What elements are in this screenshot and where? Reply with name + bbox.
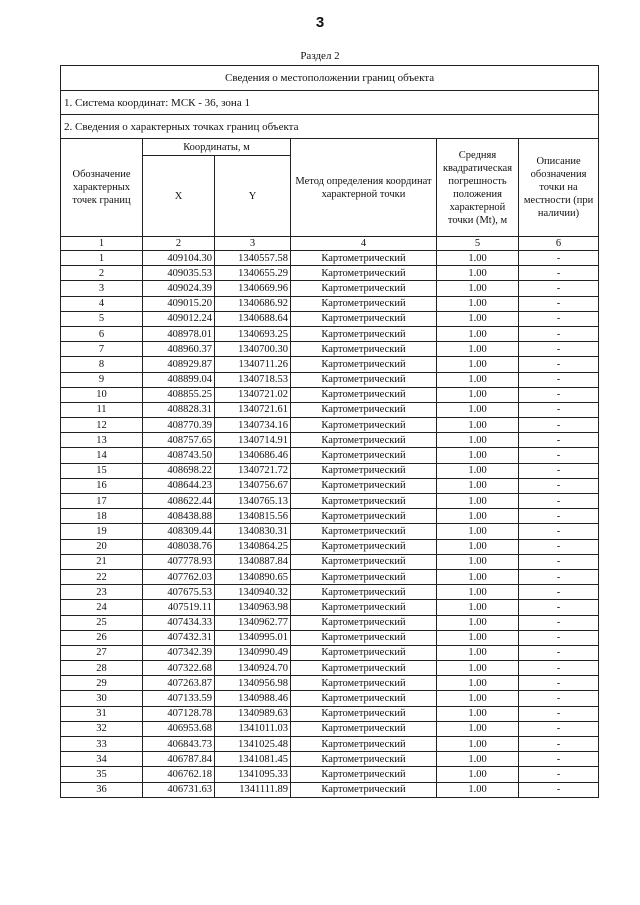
table-row (61, 645, 599, 660)
method-cell: Картометрический (291, 478, 437, 493)
y-coordinate-cell: 1340721.02 (215, 387, 291, 402)
method-cell: Картометрический (291, 554, 437, 569)
error-cell: 1.00 (437, 721, 519, 736)
point-number-cell: 22 (61, 569, 143, 584)
column-number: 5 (437, 237, 519, 251)
column-number: 6 (519, 237, 599, 251)
table-row (61, 630, 599, 645)
x-coordinate-cell: 409024.39 (143, 281, 215, 296)
point-number-cell: 31 (61, 706, 143, 721)
description-cell: - (519, 342, 599, 357)
x-coordinate-cell: 408438.88 (143, 509, 215, 524)
table-row (61, 569, 599, 584)
x-coordinate-cell: 408770.39 (143, 418, 215, 433)
method-cell: Картометрический (291, 706, 437, 721)
table-row (61, 767, 599, 782)
description-cell: - (519, 645, 599, 660)
column-number: 2 (143, 237, 215, 251)
method-cell: Картометрический (291, 342, 437, 357)
header-error: Средняя квадратическая погрешность положения характерной точки (Mt), м (437, 139, 519, 237)
x-coordinate-cell: 407519.11 (143, 600, 215, 615)
y-coordinate-cell: 1340688.64 (215, 311, 291, 326)
method-cell: Картометрический (291, 524, 437, 539)
point-number-cell: 34 (61, 752, 143, 767)
error-cell: 1.00 (437, 509, 519, 524)
y-coordinate-cell: 1340721.61 (215, 402, 291, 417)
y-coordinate-cell: 1340940.32 (215, 585, 291, 600)
table-row (61, 418, 599, 433)
x-coordinate-cell: 408309.44 (143, 524, 215, 539)
error-cell: 1.00 (437, 615, 519, 630)
description-cell: - (519, 296, 599, 311)
column-number-row (61, 237, 599, 251)
table-row (61, 372, 599, 387)
table-row (61, 433, 599, 448)
coordinate-system: 1. Система координат: МСК - 36, зона 1 (61, 91, 599, 115)
y-coordinate-cell: 1340721.72 (215, 463, 291, 478)
description-cell: - (519, 448, 599, 463)
error-cell: 1.00 (437, 752, 519, 767)
point-number-cell: 26 (61, 630, 143, 645)
description-cell: - (519, 387, 599, 402)
point-number-cell: 1 (61, 251, 143, 266)
error-cell: 1.00 (437, 524, 519, 539)
method-cell: Картометрический (291, 266, 437, 281)
x-coordinate-cell: 407762.03 (143, 569, 215, 584)
error-cell: 1.00 (437, 478, 519, 493)
x-coordinate-cell: 407133.59 (143, 691, 215, 706)
table-body (61, 251, 599, 798)
x-coordinate-cell: 407263.87 (143, 676, 215, 691)
x-coordinate-cell: 407432.31 (143, 630, 215, 645)
description-cell: - (519, 251, 599, 266)
y-coordinate-cell: 1340711.26 (215, 357, 291, 372)
y-coordinate-cell: 1341111.89 (215, 782, 291, 797)
x-coordinate-cell: 406787.84 (143, 752, 215, 767)
error-cell: 1.00 (437, 494, 519, 509)
table-row (61, 706, 599, 721)
y-coordinate-cell: 1340864.25 (215, 539, 291, 554)
error-cell: 1.00 (437, 782, 519, 797)
x-coordinate-cell: 409035.53 (143, 266, 215, 281)
x-coordinate-cell: 408978.01 (143, 326, 215, 341)
error-cell: 1.00 (437, 737, 519, 752)
section-label: Раздел 2 (300, 50, 340, 62)
y-coordinate-cell: 1340669.96 (215, 281, 291, 296)
description-cell: - (519, 281, 599, 296)
description-cell: - (519, 311, 599, 326)
x-coordinate-cell: 408698.22 (143, 463, 215, 478)
description-cell: - (519, 357, 599, 372)
method-cell: Картометрический (291, 433, 437, 448)
error-cell: 1.00 (437, 433, 519, 448)
y-coordinate-cell: 1340686.92 (215, 296, 291, 311)
y-coordinate-cell: 1340756.67 (215, 478, 291, 493)
x-coordinate-cell: 406731.63 (143, 782, 215, 797)
point-number-cell: 28 (61, 661, 143, 676)
error-cell: 1.00 (437, 645, 519, 660)
point-number-cell: 16 (61, 478, 143, 493)
column-number: 1 (61, 237, 143, 251)
error-cell: 1.00 (437, 539, 519, 554)
description-cell: - (519, 539, 599, 554)
y-coordinate-cell: 1340734.16 (215, 418, 291, 433)
table-row (61, 676, 599, 691)
header-y: Y (215, 156, 291, 237)
point-number-cell: 19 (61, 524, 143, 539)
point-number-cell: 32 (61, 721, 143, 736)
method-cell: Картометрический (291, 326, 437, 341)
x-coordinate-cell: 408929.87 (143, 357, 215, 372)
y-coordinate-cell: 1341081.45 (215, 752, 291, 767)
x-coordinate-cell: 408644.23 (143, 478, 215, 493)
point-number-cell: 5 (61, 311, 143, 326)
point-number-cell: 9 (61, 372, 143, 387)
error-cell: 1.00 (437, 661, 519, 676)
description-cell: - (519, 372, 599, 387)
table-row (61, 296, 599, 311)
description-cell: - (519, 402, 599, 417)
method-cell: Картометрический (291, 539, 437, 554)
x-coordinate-cell: 407128.78 (143, 706, 215, 721)
y-coordinate-cell: 1341011.03 (215, 721, 291, 736)
point-number-cell: 8 (61, 357, 143, 372)
method-cell: Картометрический (291, 463, 437, 478)
description-cell: - (519, 478, 599, 493)
method-cell: Картометрический (291, 645, 437, 660)
table-row (61, 281, 599, 296)
description-cell: - (519, 721, 599, 736)
method-cell: Картометрический (291, 630, 437, 645)
y-coordinate-cell: 1340962.77 (215, 615, 291, 630)
method-cell: Картометрический (291, 509, 437, 524)
error-cell: 1.00 (437, 463, 519, 478)
method-cell: Картометрический (291, 767, 437, 782)
table-row (61, 357, 599, 372)
header-description: Описание обозначения точки на местности (при наличии) (519, 139, 599, 237)
point-number-cell: 10 (61, 387, 143, 402)
error-cell: 1.00 (437, 326, 519, 341)
x-coordinate-cell: 408743.50 (143, 448, 215, 463)
table-row (61, 661, 599, 676)
error-cell: 1.00 (437, 402, 519, 417)
y-coordinate-cell: 1340956.98 (215, 676, 291, 691)
point-number-cell: 18 (61, 509, 143, 524)
table-row (61, 585, 599, 600)
description-cell: - (519, 585, 599, 600)
x-coordinate-cell: 406762.18 (143, 767, 215, 782)
method-cell: Картометрический (291, 752, 437, 767)
table-row (61, 494, 599, 509)
error-cell: 1.00 (437, 387, 519, 402)
method-cell: Картометрический (291, 615, 437, 630)
description-cell: - (519, 418, 599, 433)
method-cell: Картометрический (291, 372, 437, 387)
description-cell: - (519, 554, 599, 569)
description-cell: - (519, 767, 599, 782)
table-row (61, 782, 599, 797)
y-coordinate-cell: 1341095.33 (215, 767, 291, 782)
point-number-cell: 11 (61, 402, 143, 417)
description-cell: - (519, 600, 599, 615)
table-row (61, 326, 599, 341)
header-designation: Обозначение характерных точек границ (61, 139, 143, 237)
y-coordinate-cell: 1340815.56 (215, 509, 291, 524)
x-coordinate-cell: 407778.93 (143, 554, 215, 569)
point-number-cell: 24 (61, 600, 143, 615)
header-method: Метод определения координат характерной точки (291, 139, 437, 237)
description-cell: - (519, 615, 599, 630)
error-cell: 1.00 (437, 448, 519, 463)
table-row (61, 387, 599, 402)
error-cell: 1.00 (437, 706, 519, 721)
error-cell: 1.00 (437, 585, 519, 600)
y-coordinate-cell: 1340718.53 (215, 372, 291, 387)
table-row (61, 752, 599, 767)
table-row (61, 402, 599, 417)
point-number-cell: 35 (61, 767, 143, 782)
description-cell: - (519, 782, 599, 797)
table-row (61, 554, 599, 569)
error-cell: 1.00 (437, 418, 519, 433)
table-row (61, 478, 599, 493)
method-cell: Картометрический (291, 600, 437, 615)
table-row (61, 311, 599, 326)
x-coordinate-cell: 407675.53 (143, 585, 215, 600)
description-cell: - (519, 676, 599, 691)
column-number: 3 (215, 237, 291, 251)
y-coordinate-cell: 1340887.84 (215, 554, 291, 569)
method-cell: Картометрический (291, 691, 437, 706)
y-coordinate-cell: 1340700.30 (215, 342, 291, 357)
x-coordinate-cell: 409104.30 (143, 251, 215, 266)
point-number-cell: 15 (61, 463, 143, 478)
x-coordinate-cell: 409015.20 (143, 296, 215, 311)
table-row (61, 251, 599, 266)
x-coordinate-cell: 408855.25 (143, 387, 215, 402)
x-coordinate-cell: 408828.31 (143, 402, 215, 417)
error-cell: 1.00 (437, 281, 519, 296)
method-cell: Картометрический (291, 782, 437, 797)
point-number-cell: 7 (61, 342, 143, 357)
x-coordinate-cell: 406843.73 (143, 737, 215, 752)
point-number-cell: 33 (61, 737, 143, 752)
error-cell: 1.00 (437, 357, 519, 372)
description-cell: - (519, 706, 599, 721)
x-coordinate-cell: 407322.68 (143, 661, 215, 676)
description-cell: - (519, 524, 599, 539)
y-coordinate-cell: 1340990.49 (215, 645, 291, 660)
y-coordinate-cell: 1340765.13 (215, 494, 291, 509)
x-coordinate-cell: 408757.65 (143, 433, 215, 448)
error-cell: 1.00 (437, 311, 519, 326)
error-cell: 1.00 (437, 676, 519, 691)
y-coordinate-cell: 1340655.29 (215, 266, 291, 281)
description-cell: - (519, 752, 599, 767)
y-coordinate-cell: 1340830.31 (215, 524, 291, 539)
y-coordinate-cell: 1340924.70 (215, 661, 291, 676)
error-cell: 1.00 (437, 630, 519, 645)
description-cell: - (519, 494, 599, 509)
y-coordinate-cell: 1340963.98 (215, 600, 291, 615)
method-cell: Картометрический (291, 721, 437, 736)
y-coordinate-cell: 1340714.91 (215, 433, 291, 448)
page-number: 3 (315, 14, 325, 31)
table-row (61, 342, 599, 357)
error-cell: 1.00 (437, 342, 519, 357)
error-cell: 1.00 (437, 569, 519, 584)
x-coordinate-cell: 408038.76 (143, 539, 215, 554)
point-number-cell: 27 (61, 645, 143, 660)
point-number-cell: 29 (61, 676, 143, 691)
point-number-cell: 36 (61, 782, 143, 797)
points-heading: 2. Сведения о характерных точках границ объекта (61, 115, 599, 139)
method-cell: Картометрический (291, 357, 437, 372)
table-row (61, 266, 599, 281)
point-number-cell: 25 (61, 615, 143, 630)
table-row (61, 721, 599, 736)
point-number-cell: 13 (61, 433, 143, 448)
method-cell: Картометрический (291, 251, 437, 266)
description-cell: - (519, 266, 599, 281)
y-coordinate-cell: 1340988.46 (215, 691, 291, 706)
y-coordinate-cell: 1340693.25 (215, 326, 291, 341)
method-cell: Картометрический (291, 661, 437, 676)
description-cell: - (519, 509, 599, 524)
description-cell: - (519, 691, 599, 706)
column-number: 4 (291, 237, 437, 251)
point-number-cell: 21 (61, 554, 143, 569)
table-row (61, 524, 599, 539)
table-row (61, 448, 599, 463)
boundary-table (60, 65, 599, 798)
point-number-cell: 12 (61, 418, 143, 433)
point-number-cell: 14 (61, 448, 143, 463)
error-cell: 1.00 (437, 266, 519, 281)
header-x: X (143, 156, 215, 237)
method-cell: Картометрический (291, 311, 437, 326)
description-cell: - (519, 630, 599, 645)
table-row (61, 691, 599, 706)
y-coordinate-cell: 1340686.46 (215, 448, 291, 463)
table-row (61, 463, 599, 478)
y-coordinate-cell: 1340989.63 (215, 706, 291, 721)
method-cell: Картометрический (291, 387, 437, 402)
method-cell: Картометрический (291, 676, 437, 691)
x-coordinate-cell: 408622.44 (143, 494, 215, 509)
error-cell: 1.00 (437, 251, 519, 266)
point-number-cell: 30 (61, 691, 143, 706)
point-number-cell: 4 (61, 296, 143, 311)
point-number-cell: 3 (61, 281, 143, 296)
x-coordinate-cell: 408899.04 (143, 372, 215, 387)
table-row (61, 509, 599, 524)
method-cell: Картометрический (291, 585, 437, 600)
x-coordinate-cell: 409012.24 (143, 311, 215, 326)
error-cell: 1.00 (437, 554, 519, 569)
point-number-cell: 2 (61, 266, 143, 281)
error-cell: 1.00 (437, 296, 519, 311)
x-coordinate-cell: 407342.39 (143, 645, 215, 660)
point-number-cell: 23 (61, 585, 143, 600)
error-cell: 1.00 (437, 600, 519, 615)
table-title: Сведения о местоположении границ объекта (61, 66, 599, 91)
method-cell: Картометрический (291, 281, 437, 296)
error-cell: 1.00 (437, 691, 519, 706)
method-cell: Картометрический (291, 448, 437, 463)
table-row (61, 737, 599, 752)
x-coordinate-cell: 408960.37 (143, 342, 215, 357)
description-cell: - (519, 433, 599, 448)
y-coordinate-cell: 1340557.58 (215, 251, 291, 266)
header-coordinates: Координаты, м (143, 139, 291, 156)
x-coordinate-cell: 406953.68 (143, 721, 215, 736)
method-cell: Картометрический (291, 296, 437, 311)
method-cell: Картометрический (291, 494, 437, 509)
method-cell: Картометрический (291, 418, 437, 433)
description-cell: - (519, 463, 599, 478)
table-row (61, 600, 599, 615)
method-cell: Картометрический (291, 569, 437, 584)
error-cell: 1.00 (437, 767, 519, 782)
description-cell: - (519, 326, 599, 341)
y-coordinate-cell: 1341025.48 (215, 737, 291, 752)
y-coordinate-cell: 1340995.01 (215, 630, 291, 645)
point-number-cell: 6 (61, 326, 143, 341)
description-cell: - (519, 569, 599, 584)
description-cell: - (519, 661, 599, 676)
point-number-cell: 17 (61, 494, 143, 509)
method-cell: Картометрический (291, 402, 437, 417)
x-coordinate-cell: 407434.33 (143, 615, 215, 630)
method-cell: Картометрический (291, 737, 437, 752)
table-row (61, 539, 599, 554)
table-row (61, 615, 599, 630)
y-coordinate-cell: 1340890.65 (215, 569, 291, 584)
error-cell: 1.00 (437, 372, 519, 387)
description-cell: - (519, 737, 599, 752)
point-number-cell: 20 (61, 539, 143, 554)
